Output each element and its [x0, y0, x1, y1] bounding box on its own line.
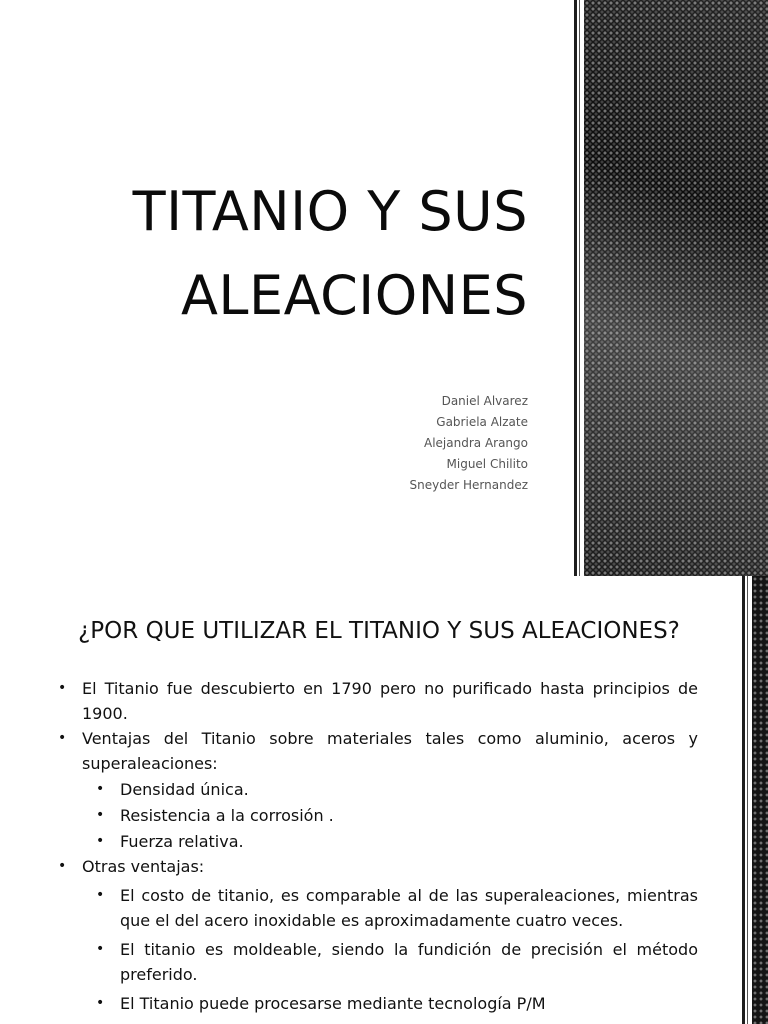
list-item [58, 676, 698, 726]
bullet-icon: • [96, 781, 105, 797]
bullet-icon: • [96, 807, 105, 823]
list-item-text: El Titanio puede procesarse mediante tecnología P/M [120, 994, 546, 1013]
list-subitem [58, 777, 698, 802]
author-name: Daniel Alvarez [441, 394, 528, 408]
author-name: Miguel Chilito [446, 457, 528, 471]
list-item [58, 854, 698, 879]
slide-heading: ¿POR QUE UTILIZAR EL TITANIO Y SUS ALEACIONES? [78, 618, 680, 644]
slide-title-line-2: ALEACIONES [180, 264, 528, 327]
list-item [58, 726, 698, 776]
bullet-icon: • [58, 858, 67, 874]
bullet-icon: • [96, 995, 105, 1011]
metal-mesh-panel [584, 0, 768, 576]
bullet-icon: • [58, 680, 67, 696]
list-item-text: Densidad única. [120, 780, 249, 799]
list-subitem [58, 883, 698, 933]
author-list [228, 391, 528, 496]
list-item-text: El costo de titanio, es comparable al de las superaleaciones, mientras que el del acero inoxidable es aproximadamente cuatro veces. [120, 886, 698, 930]
slide-title [8, 170, 528, 338]
list-item-text: Otras ventajas: [82, 857, 205, 876]
divider-line-thin [579, 0, 580, 576]
list-subitem [58, 803, 698, 828]
list-item-text: Ventajas del Titanio sobre materiales tales como aluminio, aceros y superaleaciones: [82, 729, 698, 773]
list-item-text: El titanio es moldeable, siendo la fundición de precisión el método preferido. [120, 940, 698, 984]
bullet-icon: • [96, 833, 105, 849]
list-item-text: Fuerza relativa. [120, 832, 244, 851]
bullet-icon: • [96, 941, 105, 957]
list-item-text: El Titanio fue descubierto en 1790 pero no purificado hasta principios de 1900. [82, 679, 698, 723]
author-name: Sneyder Hernandez [409, 478, 528, 492]
divider-line [574, 0, 577, 576]
list-item-text: Resistencia a la corrosión . [120, 806, 334, 825]
author-name: Gabriela Alzate [436, 415, 528, 429]
list-subitem [58, 991, 698, 1016]
slide-title-line-1: TITANIO Y SUS [132, 180, 528, 243]
bullet-icon: • [58, 730, 67, 746]
list-subitem [58, 937, 698, 987]
bullet-icon: • [96, 887, 105, 903]
content-slide [0, 576, 768, 1024]
bullet-list [58, 676, 698, 1016]
list-subitem [58, 829, 698, 854]
author-name: Alejandra Arango [424, 436, 528, 450]
